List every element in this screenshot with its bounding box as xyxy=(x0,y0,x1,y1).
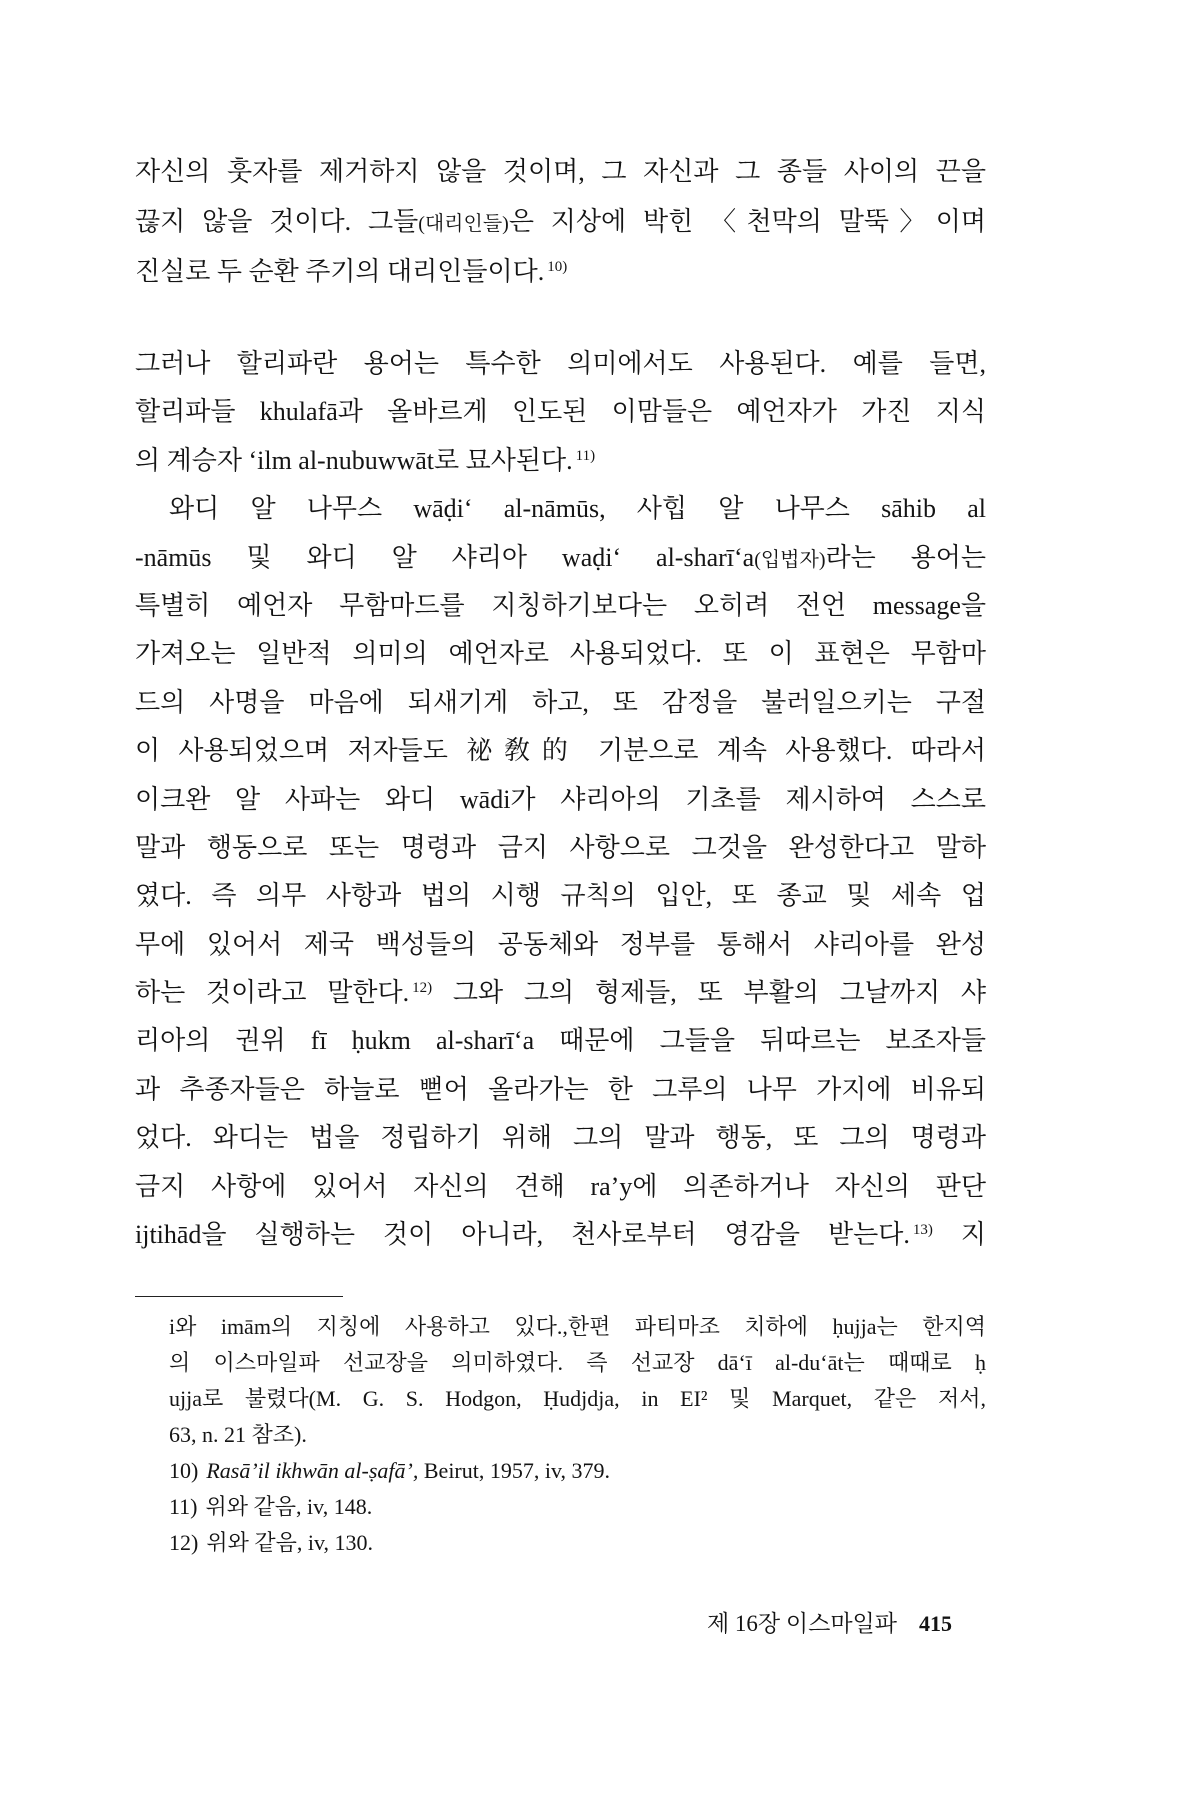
body-line xyxy=(135,1211,986,1259)
footnote-line: i와 imām의 지칭에 사용하고 있다.,한편 파티마조 치하에 ḥujja는 한지역 xyxy=(169,1314,986,1339)
line-text: 지 xyxy=(932,1220,986,1250)
line-text: 은 지상에 박힌 〈천막의 말뚝〉이며 xyxy=(508,207,986,236)
footnote-line: 의 이스마일파 선교장을 의미하였다. 즉 선교장 dā‘ī al-du‘āt는 때때로 ḥ xyxy=(169,1350,986,1375)
body-text xyxy=(135,340,986,1259)
body-line xyxy=(135,437,986,485)
footnote-line: 63, n. 21 참조). xyxy=(169,1422,307,1447)
body-line: 와디 알 나무스 wāḍi‘ al-nāmūs, 사힙 알 나무스 sāhib al xyxy=(169,494,986,524)
body-line: 할리파들 khulafā과 올바르게 인도된 이맘들은 예언자가 가진 지식 xyxy=(135,397,986,427)
body-line: 특별히 예언자 무함마드를 지칭하기보다는 오히려 전언 message을 xyxy=(135,590,986,620)
quoted-passage xyxy=(135,147,986,297)
footnote-text: 위와 같음, iv, 130. xyxy=(206,1530,374,1555)
body-line: 말과 행동으로 또는 명령과 금지 사항으로 그것을 완성한다고 말하 xyxy=(135,832,986,862)
footnote-rule xyxy=(135,1296,343,1297)
line-text: ijtihād을 실행하는 것이 아니라, 천사로부터 영감을 받는다. xyxy=(135,1220,910,1250)
quote-line xyxy=(135,247,986,297)
footnote-text: 위와 같음, iv, 148. xyxy=(205,1494,373,1519)
footnotes xyxy=(169,1309,986,1561)
quote-line: 자신의 훗자를 제거하지 않을 것이며, 그 자신과 그 종들 사이의 끈을 xyxy=(135,157,986,186)
footnote-ref: 10) xyxy=(547,259,568,275)
chapter-title: 제 16장 이스마일파 xyxy=(706,1611,897,1636)
body-line: 드의 사명을 마음에 되새기게 하고, 또 감정을 불러일으키는 구절 xyxy=(135,687,986,717)
running-footer xyxy=(707,1606,952,1642)
body-line: 였다. 즉 의무 사항과 법의 시행 규칙의 입안, 또 종교 및 세속 업 xyxy=(135,881,986,911)
footnote-item xyxy=(169,1525,986,1561)
footnote-ref: 12) xyxy=(412,980,433,997)
footnote-item xyxy=(169,1453,986,1489)
body-line: 이크완 알 사파는 와디 wādi가 샤리아의 기초를 제시하여 스스로 xyxy=(135,784,986,814)
body-line: 리아의 권위 fī ḥukm al-sharī‘a 때문에 그들을 뒤따르는 보조자들 xyxy=(135,1026,986,1056)
body-line: 그러나 할리파란 용어는 특수한 의미에서도 사용된다. 예를 들면, xyxy=(135,349,986,378)
line-text: -nāmūs 및 와디 알 샤리아 waḍi‘ al-sharī‘a xyxy=(135,542,755,572)
footnote-number: 12) xyxy=(169,1530,199,1555)
body-line: 었다. 와디는 법을 정립하기 위해 그의 말과 행동, 또 그의 명령과 xyxy=(135,1123,986,1153)
line-text: 라는 용어는 xyxy=(825,542,986,572)
footnote-number: 10) xyxy=(169,1458,199,1483)
footnote-line: ujja로 불렸다(M. G. S. Hodgon, Ḥudjdja, in EI² 및 Marquet, 같은 저서, xyxy=(169,1386,986,1411)
body-line: 이 사용되었으며 저자들도 祕敎的 기분으로 계속 사용했다. 따라서 xyxy=(135,736,986,766)
line-text: 의 계승자 ‘ilm al-nubuwwāt로 묘사된다. xyxy=(135,445,573,475)
body-line xyxy=(135,969,986,1017)
body-line: 가져오는 일반적 의미의 예언자로 사용되었다. 또 이 표현은 무함마 xyxy=(135,639,986,669)
body-line: 금지 사항에 있어서 자신의 견해 ra’y에 의존하거나 자신의 판단 xyxy=(135,1171,986,1201)
footnote-ref: 13) xyxy=(912,1222,933,1239)
footnote-title: Rasā’il ikhwān al-ṣafā’, xyxy=(206,1458,419,1483)
footnote-item xyxy=(169,1489,986,1525)
line-text: 하는 것이라고 말한다. xyxy=(135,978,410,1008)
line-text: 끊지 않을 것이다. 그들 xyxy=(135,207,419,236)
body-line: 무에 있어서 제국 백성들의 공동체와 정부를 통해서 샤리아를 완성 xyxy=(135,929,986,959)
footnote-ref: 11) xyxy=(575,447,596,464)
footnote-text: Beirut, 1957, iv, 379. xyxy=(418,1458,611,1483)
footnote-number: 11) xyxy=(169,1494,198,1519)
body-line xyxy=(135,534,986,582)
line-text: 그와 그의 형제들, 또 부활의 그날까지 샤 xyxy=(432,978,986,1008)
parenthetical-note: (대리인들) xyxy=(418,213,509,235)
parenthetical-note: (입법자) xyxy=(754,548,826,571)
quote-line xyxy=(135,197,986,247)
body-line: 과 추종자들은 하늘로 뻗어 올라가는 한 그루의 나무 가지에 비유되 xyxy=(135,1074,986,1104)
line-text: 진실로 두 순환 주기의 대리인들이다. xyxy=(135,257,545,286)
page-number: 415 xyxy=(919,1611,952,1636)
